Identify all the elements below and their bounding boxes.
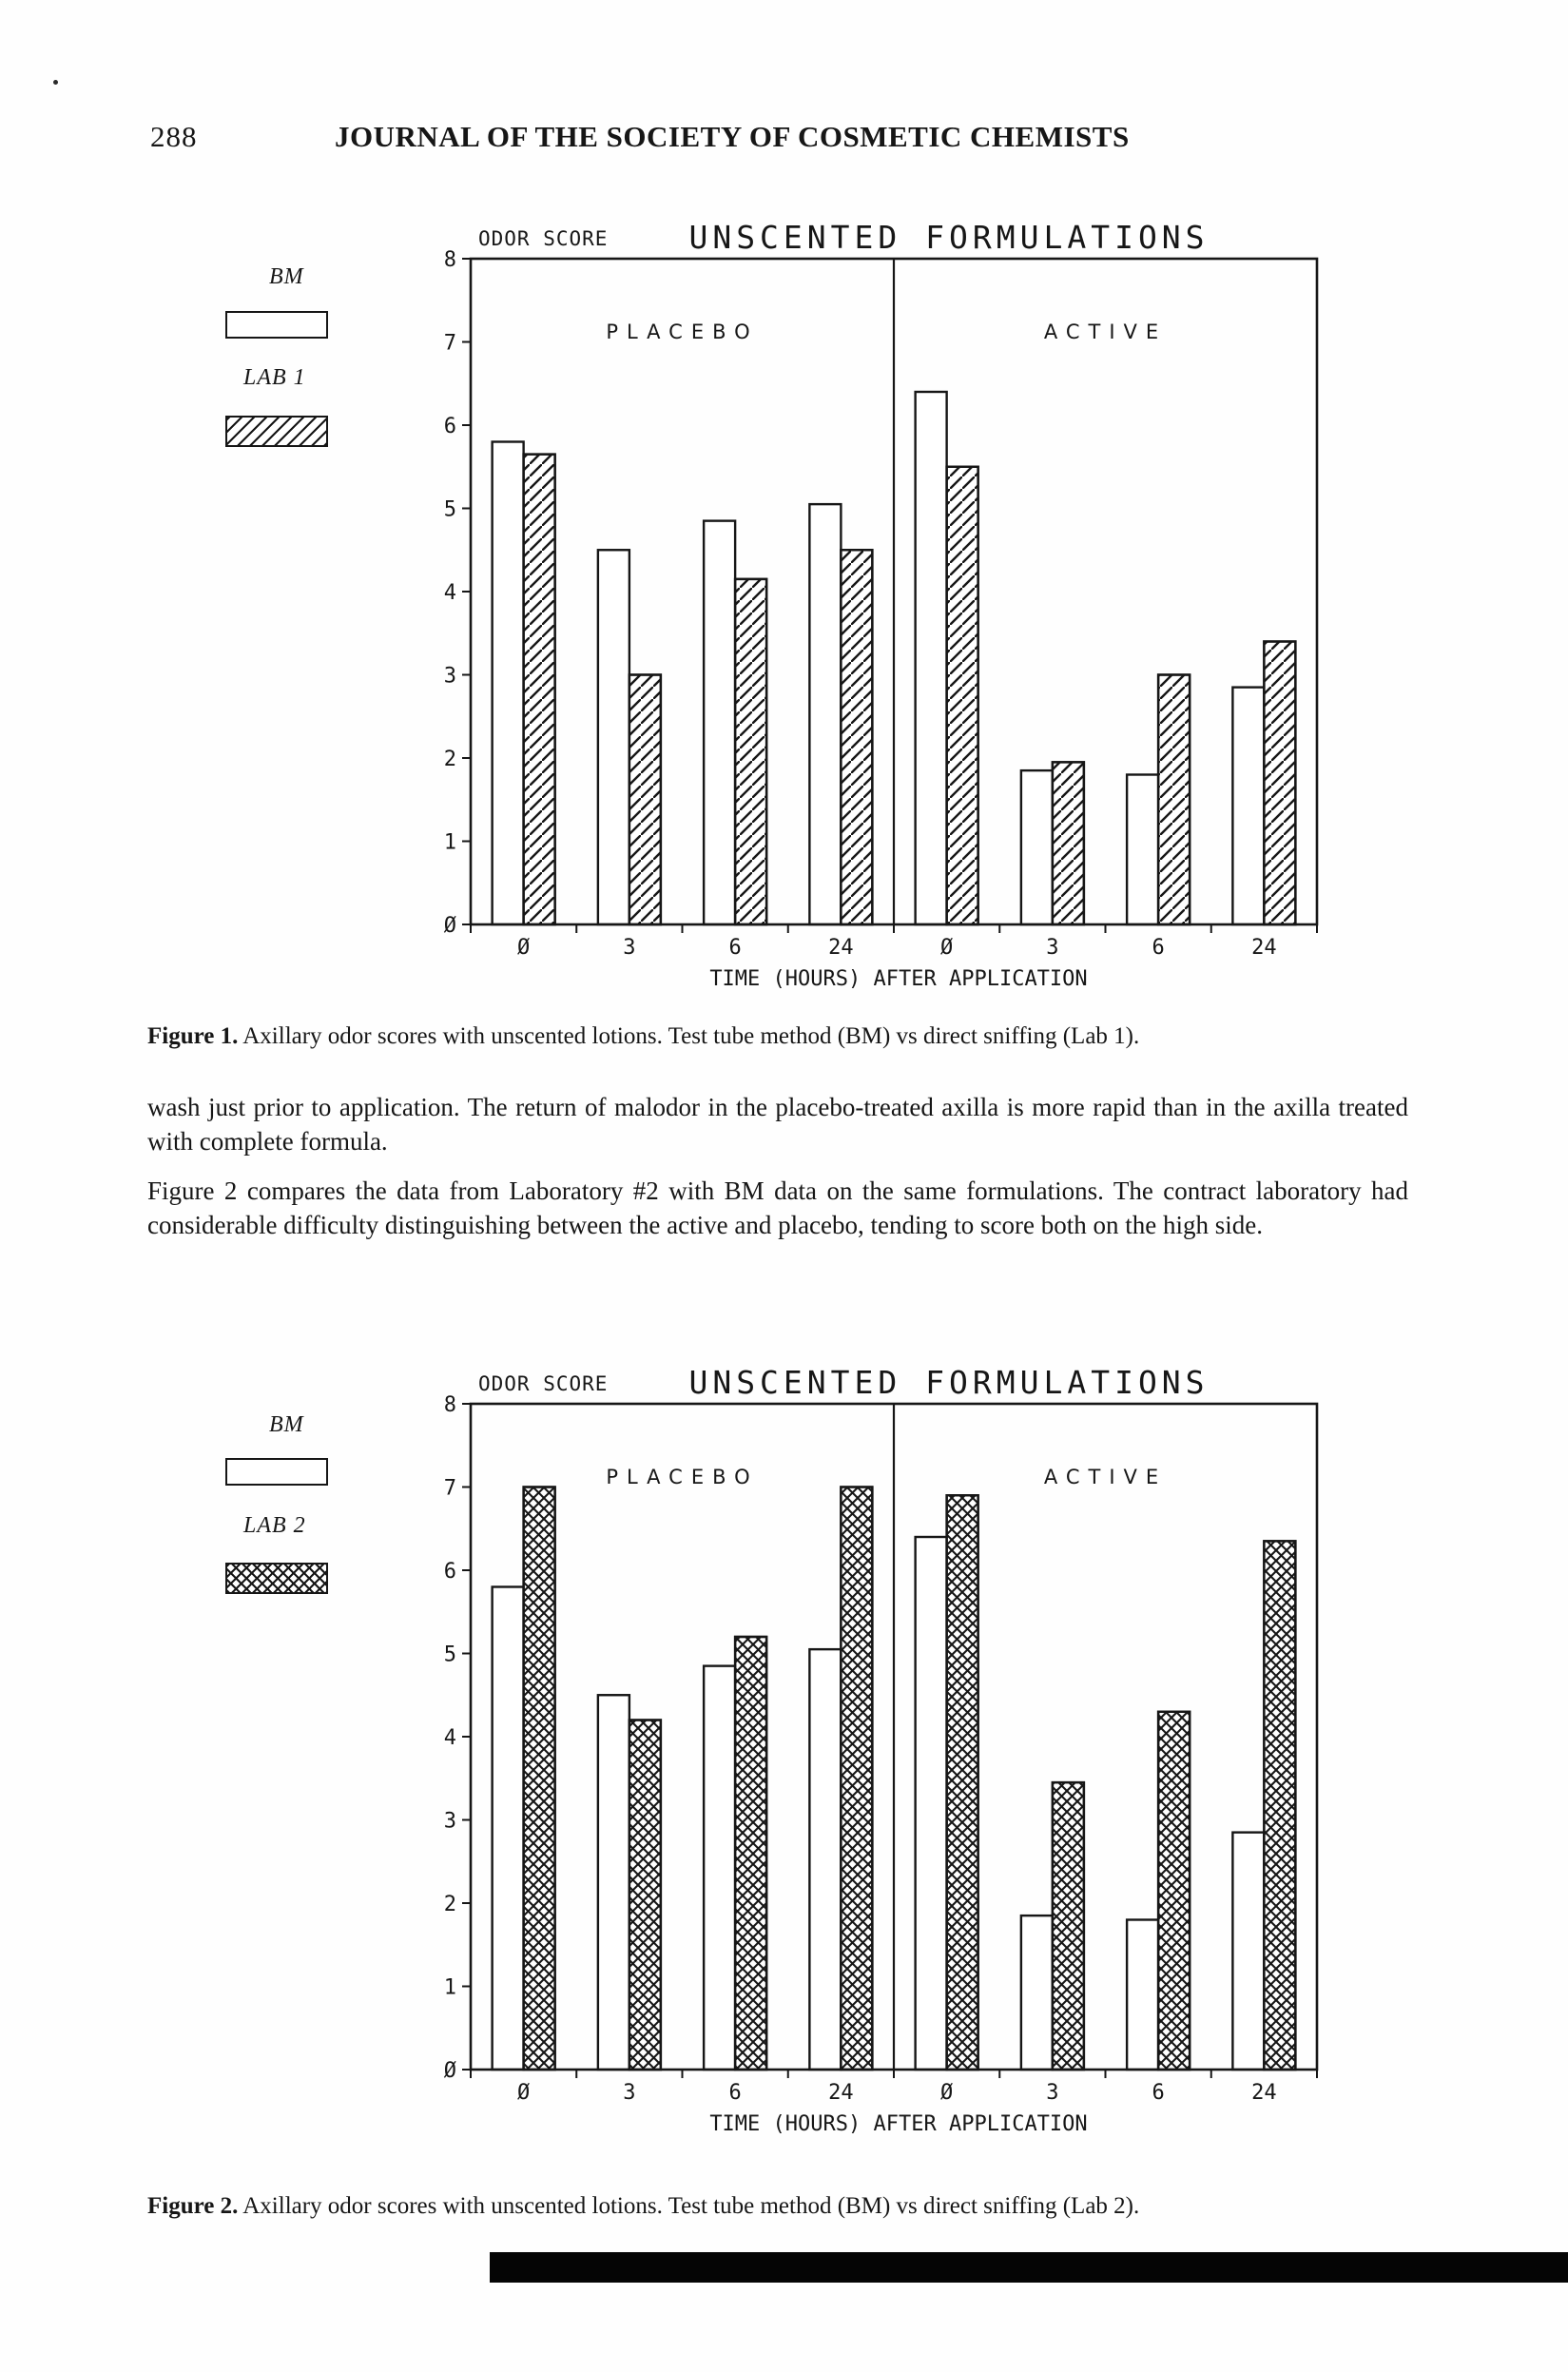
figure2-legend-lab-swatch (225, 1563, 328, 1594)
figure1-legend-lab-swatch (225, 416, 328, 447)
bar-lab-2-hatch (947, 1495, 978, 2070)
x-tick-label: Ø (517, 2081, 531, 2105)
panel-label: ACTIVE (1043, 1466, 1168, 1488)
bar-bm (916, 392, 947, 924)
figure2-legend-bm-label: BM (269, 1412, 304, 1437)
bar-bm (1232, 688, 1264, 924)
bar-lab-1-hatch (1264, 642, 1295, 925)
bar-lab-1-hatch (947, 467, 978, 924)
y-tick-label: 2 (443, 1893, 456, 1916)
x-axis-title: TIME (HOURS) AFTER APPLICATION (709, 2112, 1088, 2136)
bar-lab-1-hatch (629, 675, 661, 925)
bar-lab-2-hatch (524, 1487, 555, 2071)
y-tick-label: 3 (443, 664, 456, 689)
figure2-caption (147, 2193, 1426, 2220)
x-tick-label: Ø (940, 2081, 954, 2105)
y-tick-label: Ø (443, 2059, 456, 2083)
bar-lab-2-hatch (735, 1637, 766, 2070)
bar-bm (809, 504, 841, 924)
figure1-caption (147, 1023, 1426, 1050)
bar-lab-1-hatch (524, 455, 555, 924)
y-tick-label: 5 (443, 1643, 456, 1667)
y-tick-label: Ø (443, 914, 456, 938)
panel-label: PLACEBO (606, 321, 759, 343)
x-tick-label: 24 (1251, 2081, 1277, 2105)
journal-header-title: JOURNAL OF THE SOCIETY OF COSMETIC CHEMISTS (335, 120, 1130, 153)
y-tick-label: 1 (443, 1975, 456, 2000)
scan-artifact-dot (53, 80, 58, 85)
bar-bm (1021, 1915, 1053, 2070)
bar-lab-1-hatch (841, 550, 872, 924)
bar-bm (598, 550, 629, 924)
y-tick-label: 7 (443, 1476, 456, 1501)
bar-lab-2-hatch (1053, 1782, 1084, 2070)
figure2-legend-bm-swatch (225, 1458, 328, 1486)
bar-bm (493, 1587, 524, 2071)
y-tick-label: 2 (443, 748, 456, 771)
x-tick-label: Ø (940, 936, 954, 960)
x-tick-label: 6 (728, 936, 742, 960)
body-paragraph-2: Figure 2 compares the data from Laboratory #2 with BM data on the same formulations. The contract laboratory had considerable difficulty distinguishing between the active and placebo, tending to score both on the high side. (147, 1176, 1408, 1239)
x-axis-title: TIME (HOURS) AFTER APPLICATION (709, 967, 1088, 991)
x-tick-label: 24 (828, 2081, 854, 2105)
y-tick-label: 4 (443, 581, 456, 605)
x-tick-label: 3 (623, 2081, 636, 2105)
body-paragraph-1: wash just prior to application. The return of malodor in the placebo-treated axilla is more rapid than in the axilla treated with complete formula. (147, 1093, 1408, 1156)
bar-lab-2-hatch (1264, 1541, 1295, 2070)
bar-bm (809, 1649, 841, 2070)
chart-title: UNSCENTED FORMULATIONS (688, 219, 1210, 256)
y-tick-label: 8 (443, 248, 456, 272)
figure1-bar-chart (418, 217, 1360, 992)
panel-label: ACTIVE (1043, 321, 1168, 343)
bar-lab-1-hatch (1158, 675, 1190, 925)
panel-label: PLACEBO (606, 1466, 759, 1488)
figure1-legend-bm-swatch (225, 311, 328, 339)
x-tick-label: 6 (1152, 2081, 1165, 2105)
y-tick-label: 7 (443, 331, 456, 356)
bar-bm (493, 442, 524, 925)
figure2-caption-label: Figure 2. (147, 2193, 239, 2219)
x-tick-label: 24 (828, 936, 854, 960)
figure1-caption-text: Axillary odor scores with unscented lotions. Test tube method (BM) vs direct sniffing (Lab 1). (238, 1023, 1140, 1049)
y-tick-label: 6 (443, 415, 456, 438)
figure2-caption-text: Axillary odor scores with unscented lotions. Test tube method (BM) vs direct sniffing (Lab 2). (238, 2193, 1140, 2219)
bar-bm (1232, 1833, 1264, 2070)
bar-bm (598, 1695, 629, 2070)
scan-artifact-bar (490, 2252, 1568, 2283)
y-tick-label: 4 (443, 1726, 456, 1750)
x-tick-label: 6 (1152, 936, 1165, 960)
bar-lab-2-hatch (1158, 1712, 1190, 2070)
x-tick-label: 24 (1251, 936, 1277, 960)
y-tick-label: 5 (443, 497, 456, 522)
bar-lab-2-hatch (629, 1721, 661, 2071)
bar-bm (704, 1666, 735, 2070)
figure2-legend-lab-label: LAB 2 (243, 1513, 306, 1538)
x-tick-label: 3 (1046, 2081, 1059, 2105)
y-axis-title: ODOR SCORE (478, 227, 609, 250)
y-tick-label: 8 (443, 1393, 456, 1417)
x-tick-label: Ø (517, 936, 531, 960)
y-tick-label: 3 (443, 1809, 456, 1834)
body-text (147, 1090, 1408, 1242)
bar-lab-1-hatch (735, 579, 766, 924)
figure1-caption-label: Figure 1. (147, 1023, 239, 1049)
x-tick-label: 3 (1046, 936, 1059, 960)
y-tick-label: 1 (443, 830, 456, 855)
bar-lab-1-hatch (1053, 762, 1084, 924)
figure1-legend-lab-label: LAB 1 (243, 365, 306, 390)
x-tick-label: 6 (728, 2081, 742, 2105)
bar-bm (1127, 1920, 1158, 2071)
bar-bm (704, 521, 735, 924)
bar-bm (1127, 775, 1158, 925)
y-tick-label: 6 (443, 1560, 456, 1584)
figure2-bar-chart (418, 1362, 1360, 2137)
bar-bm (916, 1537, 947, 2070)
y-axis-title: ODOR SCORE (478, 1372, 609, 1395)
x-tick-label: 3 (623, 936, 636, 960)
chart-title: UNSCENTED FORMULATIONS (688, 1364, 1210, 1401)
figure1-legend-bm-label: BM (269, 264, 304, 289)
page-number: 288 (150, 120, 198, 153)
bar-bm (1021, 770, 1053, 924)
bar-lab-2-hatch (841, 1487, 872, 2071)
